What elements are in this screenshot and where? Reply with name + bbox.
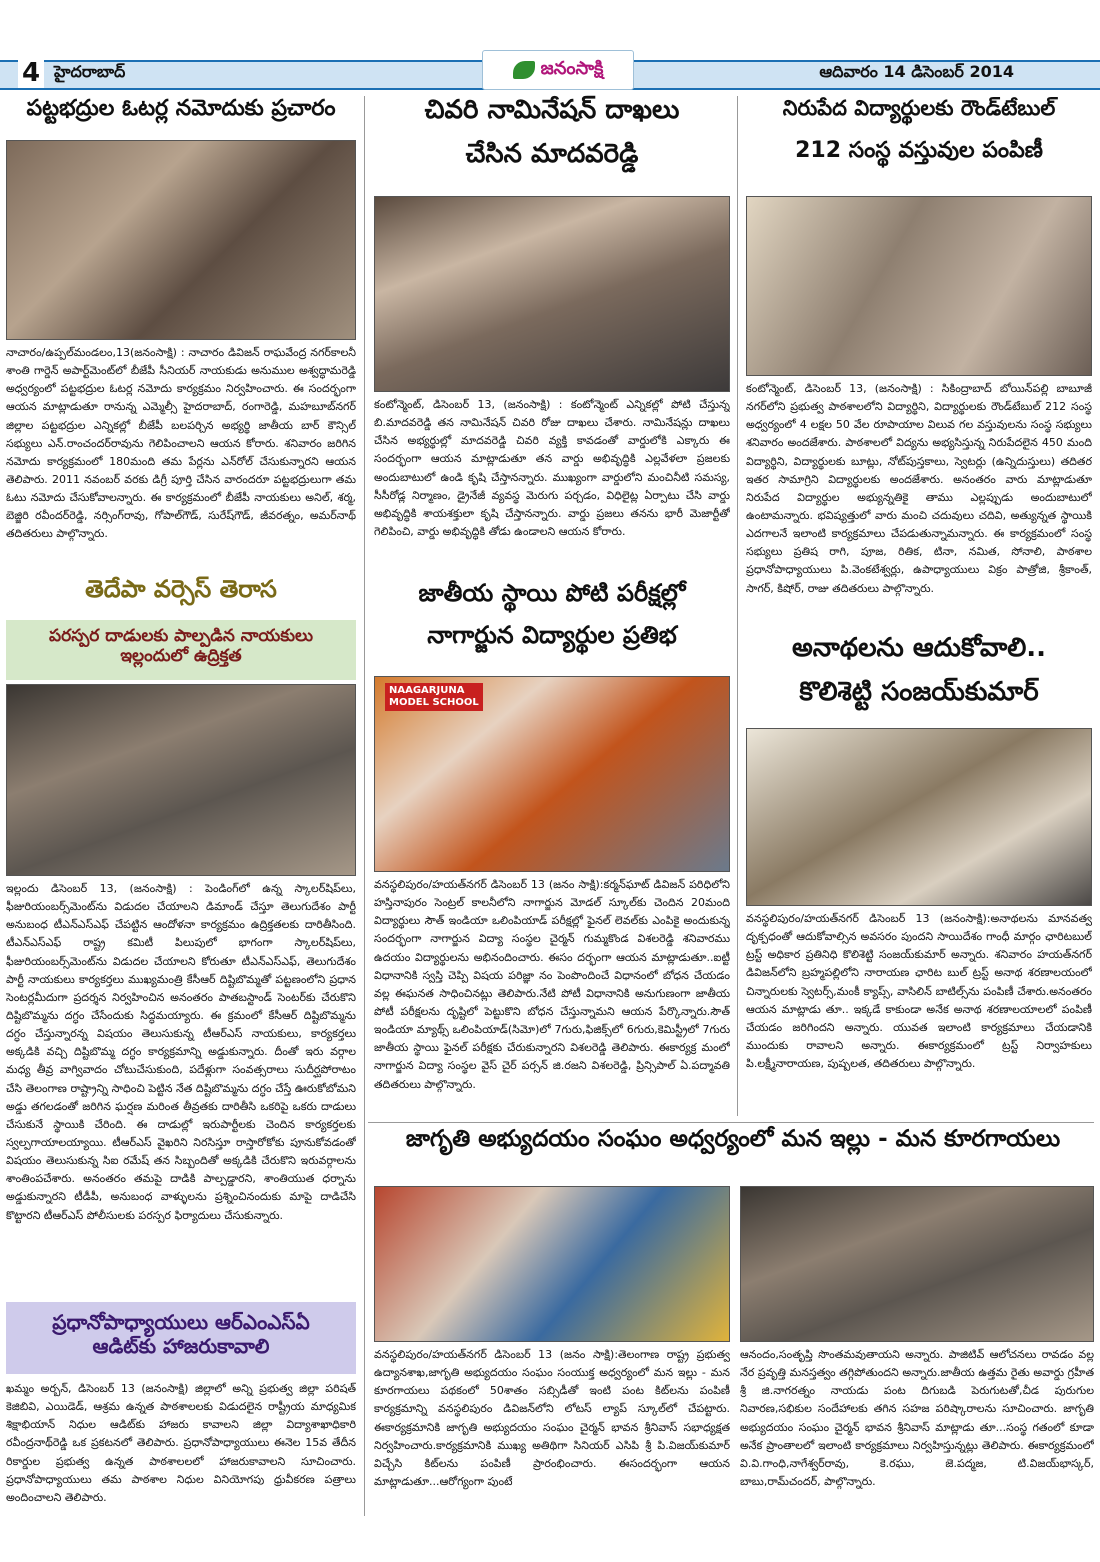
- nomination-headline-line2: చేసిన మాదవరెడ్డి: [465, 139, 639, 169]
- row-rule: [368, 1122, 1094, 1123]
- nomination-headline-line1: చివరి నామినేషన్ దాఖలు: [424, 95, 680, 125]
- leaf-icon: [513, 61, 535, 79]
- column-rule-1: [364, 96, 365, 1516]
- issue-date: ఆదివారం 14 డిసెంబర్ 2014: [819, 62, 1014, 81]
- tdp-trs-headline-band: [6, 620, 356, 680]
- round-table-photo: [746, 196, 1092, 376]
- nagarjuna-body: వనస్థలిపురం/హయత్‌నగర్ డిసెంబర్ 13 (జనం సాక్షి):కర్మన్‌ఘాట్ డివిజన్ పరిధిలోని హస్తినాపురం సెంట్రల్ కాలనీలోని నాగార్జున మోడల్ స్కూల్‌కు చెందిన 20మంది విద్యార్థులు సౌత్ ఇండియా ఒలింపియాడ్ పరీక్షల్లో ఫైనల్ లెవల్‌కు ఎంపికై అందుకున్న సందర్భంగా నాగార్జున విద్యా సంస్థల చైర్మన్ గుమ్మకొండ విశలరెడ్డి శనివారము ఉదయం విద్యార్థులను అభినందించారు. ఈసం దర్భంగా ఆయన మాట్లాడుతూ..ఐట్టీ విధానానికి స్వస్తి చెప్పి విషయ పరిజ్ఞా నం పెంపొందించే విధానంలో బోధన చేయడం వల్ల ఈఘనత సాధించినట్లు తెలిపారు.నేటి పోటీ విధానానికి అనుగుణంగా జాతీయ పోటీ పరీక్షలను దృష్టిలో పెట్టుకొని బోధన చేస్తున్నామని ఆయన పేర్కొన్నారు.సౌత్ ఇండియా మ్యాథ్స్ ఒలింపియాడ్(సిమో)లో 7గురు,ఫిజిక్స్‌లో 6గురు,కెమిస్ట్రీలో 7గురు జాతీయ స్థాయి ఫైనల్ పరీక్షకు చేరుకున్నారని విశలరెడ్డి తెలిపారు. ఈకార్యక్ర మంలో నాగార్జున విద్యా సంస్థల వైస్ చైర్ పర్సన్ జి.రజని విశలరెడ్డి, ప్రిన్సిపాల్ ఏ.పద్మావతి తదితరులు పాల్గొన్నారు.: [374, 878, 730, 1091]
- graduates-headline: పట్టభద్రుల ఓటర్ల నమోదుకు ప్రచారం: [26, 96, 336, 121]
- orphans-headline-line1: అనాథలను ఆదుకోవాలి..: [791, 633, 1047, 663]
- jagruthi-headline: జాగృతి అభ్యుదయం సంఘం అధ్వర్యంలో మన ఇల్లు - మన కూరగాయలు: [405, 1126, 1061, 1152]
- page-number: 4: [18, 58, 44, 88]
- orphans-photo: [746, 728, 1092, 906]
- jagruthi-body-left: వనస్థలిపురం/హయత్‌నగర్ డిసెంబర్ 13 (జనం సాక్షి):తెలంగాణ రాష్ట్ర ప్రభుత్వ ఉద్యానశాఖ,జాగృతి అభ్యుదయం సంఘం సంయుక్త అధ్వర్యంలో మన ఇల్లు - మన కూరగాయలు పథకంలో 50శాతం సబ్సిడీతో ఇంటి పంట కిట్‌లను పంపిణీ కార్యక్రమాన్ని వనస్థలిపురం డివిజన్‌లోని లోటస్ ల్యాప్ స్కూల్‌లో చేపట్టారు. ఈకార్యక్రమానికి జాగృతి అభ్యుదయం సంఘం చైర్మన్ భావన శ్రీనివాస్ సభాధ్యక్షత నిర్వహించారు.కార్యక్రమానికి ముఖ్య అతిథిగా సినియర్ ఎసిపి శ్రీ పి.విజయ్‌కుమార్ విచ్చేసి కిట్‌లను పంపిణీ ప్రారంభించారు. ఈసందర్భంగా ఆయన మాట్లాడుతూ...ఆరోగ్యంగా పుంటే: [374, 1348, 730, 1488]
- masthead-logo: [482, 50, 634, 90]
- sign-line2: MODEL SCHOOL: [389, 697, 479, 708]
- jagruthi-photo-right: [740, 1186, 1094, 1342]
- tdp-trs-photo: [6, 684, 356, 876]
- graduates-photo: [6, 140, 356, 340]
- nagarjuna-photo: [374, 676, 730, 872]
- tdp-trs-body: ఇల్లందు డిసెంబర్ 13, (జనంసాక్షి) : పెండింగ్‌లో ఉన్న స్కాలర్‌షిప్‌లు, ఫీజురియంబర్స్‌మెంట్‌ను విడుదల చేయాలని డిమాండ్ చేస్తూ తెలుగుదేశం పార్టీ అనుబంధ టీఎన్‌ఎస్‌ఎఫ్ చేపట్టిన ఆందోళనా కార్యక్రమం ఉద్రిక్తతలకు దారితీసింది. టీఎన్‌ఎస్‌ఎఫ్ రాష్ట్ర కమిటీ పిలుపులో భాగంగా స్కాలర్‌షిప్‌లు, ఫీజురియంబర్స్‌మెంట్‌ను విడుదల చేయాలని కోరుతూ టీఎన్‌ఎస్‌ఎఫ్, తెలుగుదేశం పార్టీ నాయకులు కార్యకర్తలు ముఖ్యమంత్రి కేసీఆర్ దిష్టిబొమ్మతో పట్టణంలోని ప్రధాన సెంటర్లమీదుగా ప్రదర్శన నిర్వహించిన అనంతరం పాతబస్టాండ్ సెంటర్‌కు చేరుకొని దిష్టిబొమ్మను దగ్ధం చేసేందుకు సిద్ధమయ్యారు. ఈ క్రమంలో కేసీఆర్ దిష్టిబొమ్మను దగ్ధం చేస్తున్నారన్న విషయం తెలుసుకున్న టీఆర్‌ఎస్ నాయకులు, కార్యకర్తలు అక్కడికి వచ్చి దిష్టిబొమ్మ దగ్ధం కార్యక్రమాన్ని అడ్డుకున్నారు. దీంతో ఇరు వర్గాల మధ్య తీవ్ర వాగ్వివాదం చోటుచేసుకుంది, పదేళ్లుగా సంవత్సరాలు సుదీర్ఘపోరాటం చేసి తెలంగాణ రాష్ట్రాన్ని సాధించి పెట్టిన నేత దిష్టిబొమ్మను దగ్ధం చేస్తే ఊరుకోబోమని అడ్డు తగలడంతో జరిగిన ఘర్షణ మరింత తీవ్రతకు దారితీసి ఒకరిపై ఒకరు దాడులు చేసుకునే స్థాయికి చేరింది. ఈ దాడుల్లో ఇరుపార్టీలకు చెందిన కార్యకర్తలకు స్వల్పగాయాలయ్యాయి. టీఆర్‌ఎస్ వైఖరిని నిరసిస్తూ రాస్తారోకోకు పూనుకోవడంతో విషయం తెలుసుకున్న సిఐ రమేష్ తన సిబ్బందితో అక్కడికి చేరుకొని ఇరువర్గాలను శాంతింపచేశారు. అనంతరం తమపై దాడికి పాల్పడ్డారని, శాంతియుత ధర్నాను అడ్డుకున్నారని టీడీపీ, అనుబంధ వాళ్ళులను ప్రశ్నించినందుకు మాపై దాడిచేసి కొట్టారని టీఆర్‌ఎస్ పోలీసులకు పరస్పర ఫిర్యాదులు చేసుకున్నారు.: [6, 882, 356, 1222]
- round-table-headline-line1: నిరుపేద విద్యార్థులకు రౌండ్‌టేబుల్: [782, 96, 1056, 120]
- tdp-trs-headline-line1: పరస్పర దాడులకు పాల్పడిన నాయకులు: [49, 626, 313, 646]
- orphans-headline-line2: కొలిశెట్టి సంజయ్‌కుమార్: [799, 677, 1039, 707]
- jagruthi-body-right: ఆనందం,సంతృప్తి సొంతమవుతాయని అన్నారు. పాజిటివ్ ఆలోచనలు రావడం వల్ల నేర ప్రవృత్తి మనస్తత్వం తగ్గిపోతుందని అన్నారు.జాతీయ ఉత్తమ రైతు అవార్డు గ్రహీత శ్రీ జి.నాగరత్నం నాయడు పంట దిగుబడి పెరుగుటతో,చీడ పురుగుల నివారణ,సభికుల సందేహాలకు తగిన సహజ పరిష్కారాలను సూచించారు. జాగృతి అభ్యుదయం సంఘం చైర్మన్ భావన శ్రీనివాస్ మాట్లాడు తూ...సంస్థ గతంలో కూడా అనేక ప్రాంతాలలో ఇలాంటి కార్యక్రమాలు నిర్వహిస్తున్నట్లు తెలిపారు. ఈకార్యక్రమంలో వి.వి.గాంధి,నాగేశ్వర్‌రావు, కె.రఘు, జె.పద్మజ, టి.విజయ్‌భాస్కర్, బాబు,రామ్‌చందర్, పాల్గొన్నారు.: [740, 1348, 1094, 1488]
- graduates-body: నాచారం/ఉప్పల్‌మండలం,13(జనంసాక్షి) : నాచారం డివిజన్ రాఘవేంద్ర నగర్‌కాలనీ శాంతి గార్డెన్ అపార్ట్‌మెంట్‌లో బీజేపీ సీనియర్ నాయకుడు అనుముల అశ్వద్ధామరెడ్డి అధ్వర్యంలో పట్టభద్రుల ఓటర్ల నమోదు కార్యక్రమం నిర్వహించారు. ఈ సందర్భంగా ఆయన మాట్లాడుతూ రానున్న ఎమ్మెల్సీ హైదరాబాద్, రంగారెడ్డి, మహబూబ్‌నగర్ జిల్లాల పట్టభద్రుల ఎన్నికల్లో బీజేపీ బలపర్చిన అభ్యర్థి జాతీయ బార్ కౌన్సిల్ సభ్యులు ఎన్.రాంచందర్‌రావును గెలిపించాలని ఆయన కోరారు. శనివారం జరిగిన నమోదు కార్యక్రమంలో 180మంది తమ పేర్లను ఎన్‌రోల్ చేసుకున్నారని ఆయన తెలిపారు. 2011 నవంబర్ వరకు డిగ్రీ పూర్తి చేసిన వారందరూ పట్టభద్రులుగా తమ ఓటు నమోదు చేసుకోవాలన్నారు. ఈ కార్యక్రమంలో బీజేపీ నాయకులు అనిల్, శర్మ, బెజ్జిరి రవీందర్‌రెడ్డి, నర్సింగ్‌రావు, గోపాల్‌గౌడ్, సురేష్‌గౌడ్, జీవరత్నం, అమర్‌నాథ్ తదితరులు పాల్గొన్నారు.: [6, 346, 356, 541]
- logo-text: జనంసాక్షి: [540, 57, 604, 79]
- rmsa-headline-line1: ప్రధానోపాధ్యాయులు ఆర్‌ఎంఎస్‌ఏ: [52, 1310, 310, 1334]
- round-table-headline-line2: 212 సంస్థ వస్తువుల పంపిణీ: [795, 138, 1043, 163]
- nomination-photo: [374, 196, 730, 392]
- nagarjuna-headline-line1: జాతీయ స్థాయి పోటి పరీక్షల్లో: [418, 579, 686, 607]
- rmsa-headline-band: [6, 1302, 356, 1374]
- rmsa-body: ఖమ్మం అర్బన్, డిసెంబర్ 13 (జనంసాక్షి) జిల్లాలో అన్ని ప్రభుత్వ జిల్లా పరిషత్ కెజిబివి, ఎయిడెడ్, ఆశ్రమ ఉన్నత పాఠశాలలకు విడుదలైన రాష్ట్రీయ మాధ్యమిక శిక్షాభియాన్ నిధుల ఆడిట్‌కు హాజరు కావాలని జిల్లా విద్యాశాఖాధికారి రవీంద్రనాథ్‌రెడ్డి ఒక ప్రకటనలో తెలిపారు. ప్రధానోపాధ్యాయులు ఈనెల 15వ తేదీన రికార్డుల ప్రభుత్వ ఉన్నత పాఠశాలలలో హాజరుకావాలని సూచించారు. ప్రధానోపాధ్యాయులు తమ పాఠశాల నిధుల వినియోగపు ధ్రువీకరణ పత్రాలు అందించాలని తెలిపారు.: [6, 1382, 356, 1504]
- edition-city: హైదరాబాద్: [54, 62, 126, 81]
- nagarjuna-headline-line2: నాగార్జున విద్యార్థుల ప్రతిభ: [427, 621, 677, 649]
- tdp-trs-kicker: తెదేపా వర్సెస్ తెరాస: [85, 575, 277, 603]
- column-rule-2: [737, 96, 738, 1116]
- nomination-body: కంటోన్మెంట్, డిసెంబర్ 13, (జనంసాక్షి) : కంటోన్మెంట్ ఎన్నికల్లో పోటి చేస్తున్న బి.మాదవరెడ్డి తన నామినేషన్ చివరి రోజు దాఖలు చేశారు. నామినేషన్లు దాఖలు చేసిన అభ్యర్థుల్లో మాదవరెడ్డి చివరి వ్యక్తి కావడంతో వార్డులోకి ఎక్కారు ఈ సందర్భంగా ఆయన మాట్లాడుతూ తన వార్డు అభివృద్ధికి ఎల్లవేళలా ప్రజలకు అందుబాటులో ఉండి కృషి చేస్తానన్నారు. ముఖ్యంగా వార్డులోని మంచినీటి సమస్య, సీసీరోడ్ల నిర్మాణం, డ్రైనేజీ వ్యవస్థ మెరుగు పర్చడం, విధిలైట్ల ఏర్పాటు చేసి వార్డు అభివృద్ధికి శాయశక్తులా కృషి చేస్తానన్నారు. వార్డు ప్రజలు తనను భారీ మెజార్టీతో గెలిపించి, వార్డు అభివృద్ధికి తోడు ఉండాలని ఆయన కోరారు.: [374, 398, 730, 538]
- nagarjuna-school-sign: [385, 683, 483, 711]
- tdp-trs-headline-line2: ఇల్లందులో ఉద్రిక్తత: [120, 646, 242, 667]
- round-table-body: కంటోన్మెంట్, డిసెంబర్ 13, (జనంసాక్షి) : సికింద్రాబాద్ బోయిన్‌పల్లి బాబూజీ నగర్‌లోని ప్రభుత్వ పాఠశాలలోని విద్యార్థిని, విద్యార్థులకు రౌండ్‌టేబుల్ 212 సంస్థ అధ్వర్యంలో 4 లక్షల 50 వేల రూపాయాల విలువ గల వస్తువులను సంస్థ సభ్యులు శనివారం అందజేశారు. పాఠశాలలో విద్యను అభ్యసిస్తున్న నిరుపేదలైన 450 మంది విద్యార్థిని, విద్యార్థులకు బూట్లు, నోట్‌పుస్తకాలు, స్వెటర్లు (ఉన్నిదుస్తులు) తదితర ఇతర సామాగ్రిని విద్యార్థులకు అందజేశారు. అనంతరం వారు మాట్లాడుతూ నిరుపేద విద్యార్థుల అభ్యున్నతికై తాము ఎల్లప్పుడు అందుబాటులో ఉంటామన్నారు. భవిష్యత్తులో వారు మంచి చదువులు చదివి, అత్యున్నత స్థాయికి ఎదగాలనే ఇలాంటి కార్యక్రమాలు చేపడుతున్నామన్నారు. ఈ కార్యక్రమంలో సంస్థ సభ్యులు ప్రతిష రాగి, పూజ, రితిక, టినా, నమిత, సోనాలి, పాఠశాల ప్రధానోపాధ్యాయులు పి.వెంకటేశ్వర్లు, ఉపాధ్యాయులు విక్రం పాత్రోజి, శ్రీకాంత్, సాగర్, కిషోర్, రాజు తదితరులు పాల్గొన్నారు.: [746, 382, 1092, 595]
- sign-line1: NAAGARJUNA: [389, 685, 465, 696]
- jagruthi-photo-left: [374, 1186, 730, 1342]
- rmsa-headline-line2: ఆడిట్‌కు హాజరుకావాలి: [92, 1334, 270, 1358]
- orphans-body: వనస్థలిపురం/హయత్‌నగర్ డిసెంబర్ 13 (జనంసాక్షి):అనాథలను మానవత్వ దృక్పధంతో ఆదుకోవాల్సిన అవసరం పుందని సాయిదేశం గాంధీ మార్గం ఛారిటబుల్ ట్రస్ట్ అధికార ప్రతినిధి కొలిశెట్టి సంజయ్‌కుమార్ అన్నారు. శనివారం హయత్‌నగర్ డివిజన్‌లోని బ్రహ్మపల్లిలోని నారాయణ ఛారిట బుల్ ట్రస్ట్ అనాథ శరణాలయంలో చిన్నారులకు స్వెటర్స్,మంకీ క్యాప్స్, వాసిలిన్ బాటిల్స్‌ను పంపిణీ చేశారు.అనంతరం ఆయన మాట్లాడు తూ.. ఇక్కడే కాకుండా అనేక అనాథ శరణాలయాలలో పంపిణీ చేయడం జరిగిందని అన్నారు. యువత ఇలాంటి కార్యక్రమాలు చేయడానికి ముందుకు రావాలని అన్నారు. ఈకార్యక్రమంలో ట్రస్ట్ నిర్వాహకులు పి.లక్ష్మీనారాయణ, పుష్పలత, తదితరులు పాల్గొన్నారు.: [746, 912, 1092, 1071]
- page-header: [0, 0, 1100, 90]
